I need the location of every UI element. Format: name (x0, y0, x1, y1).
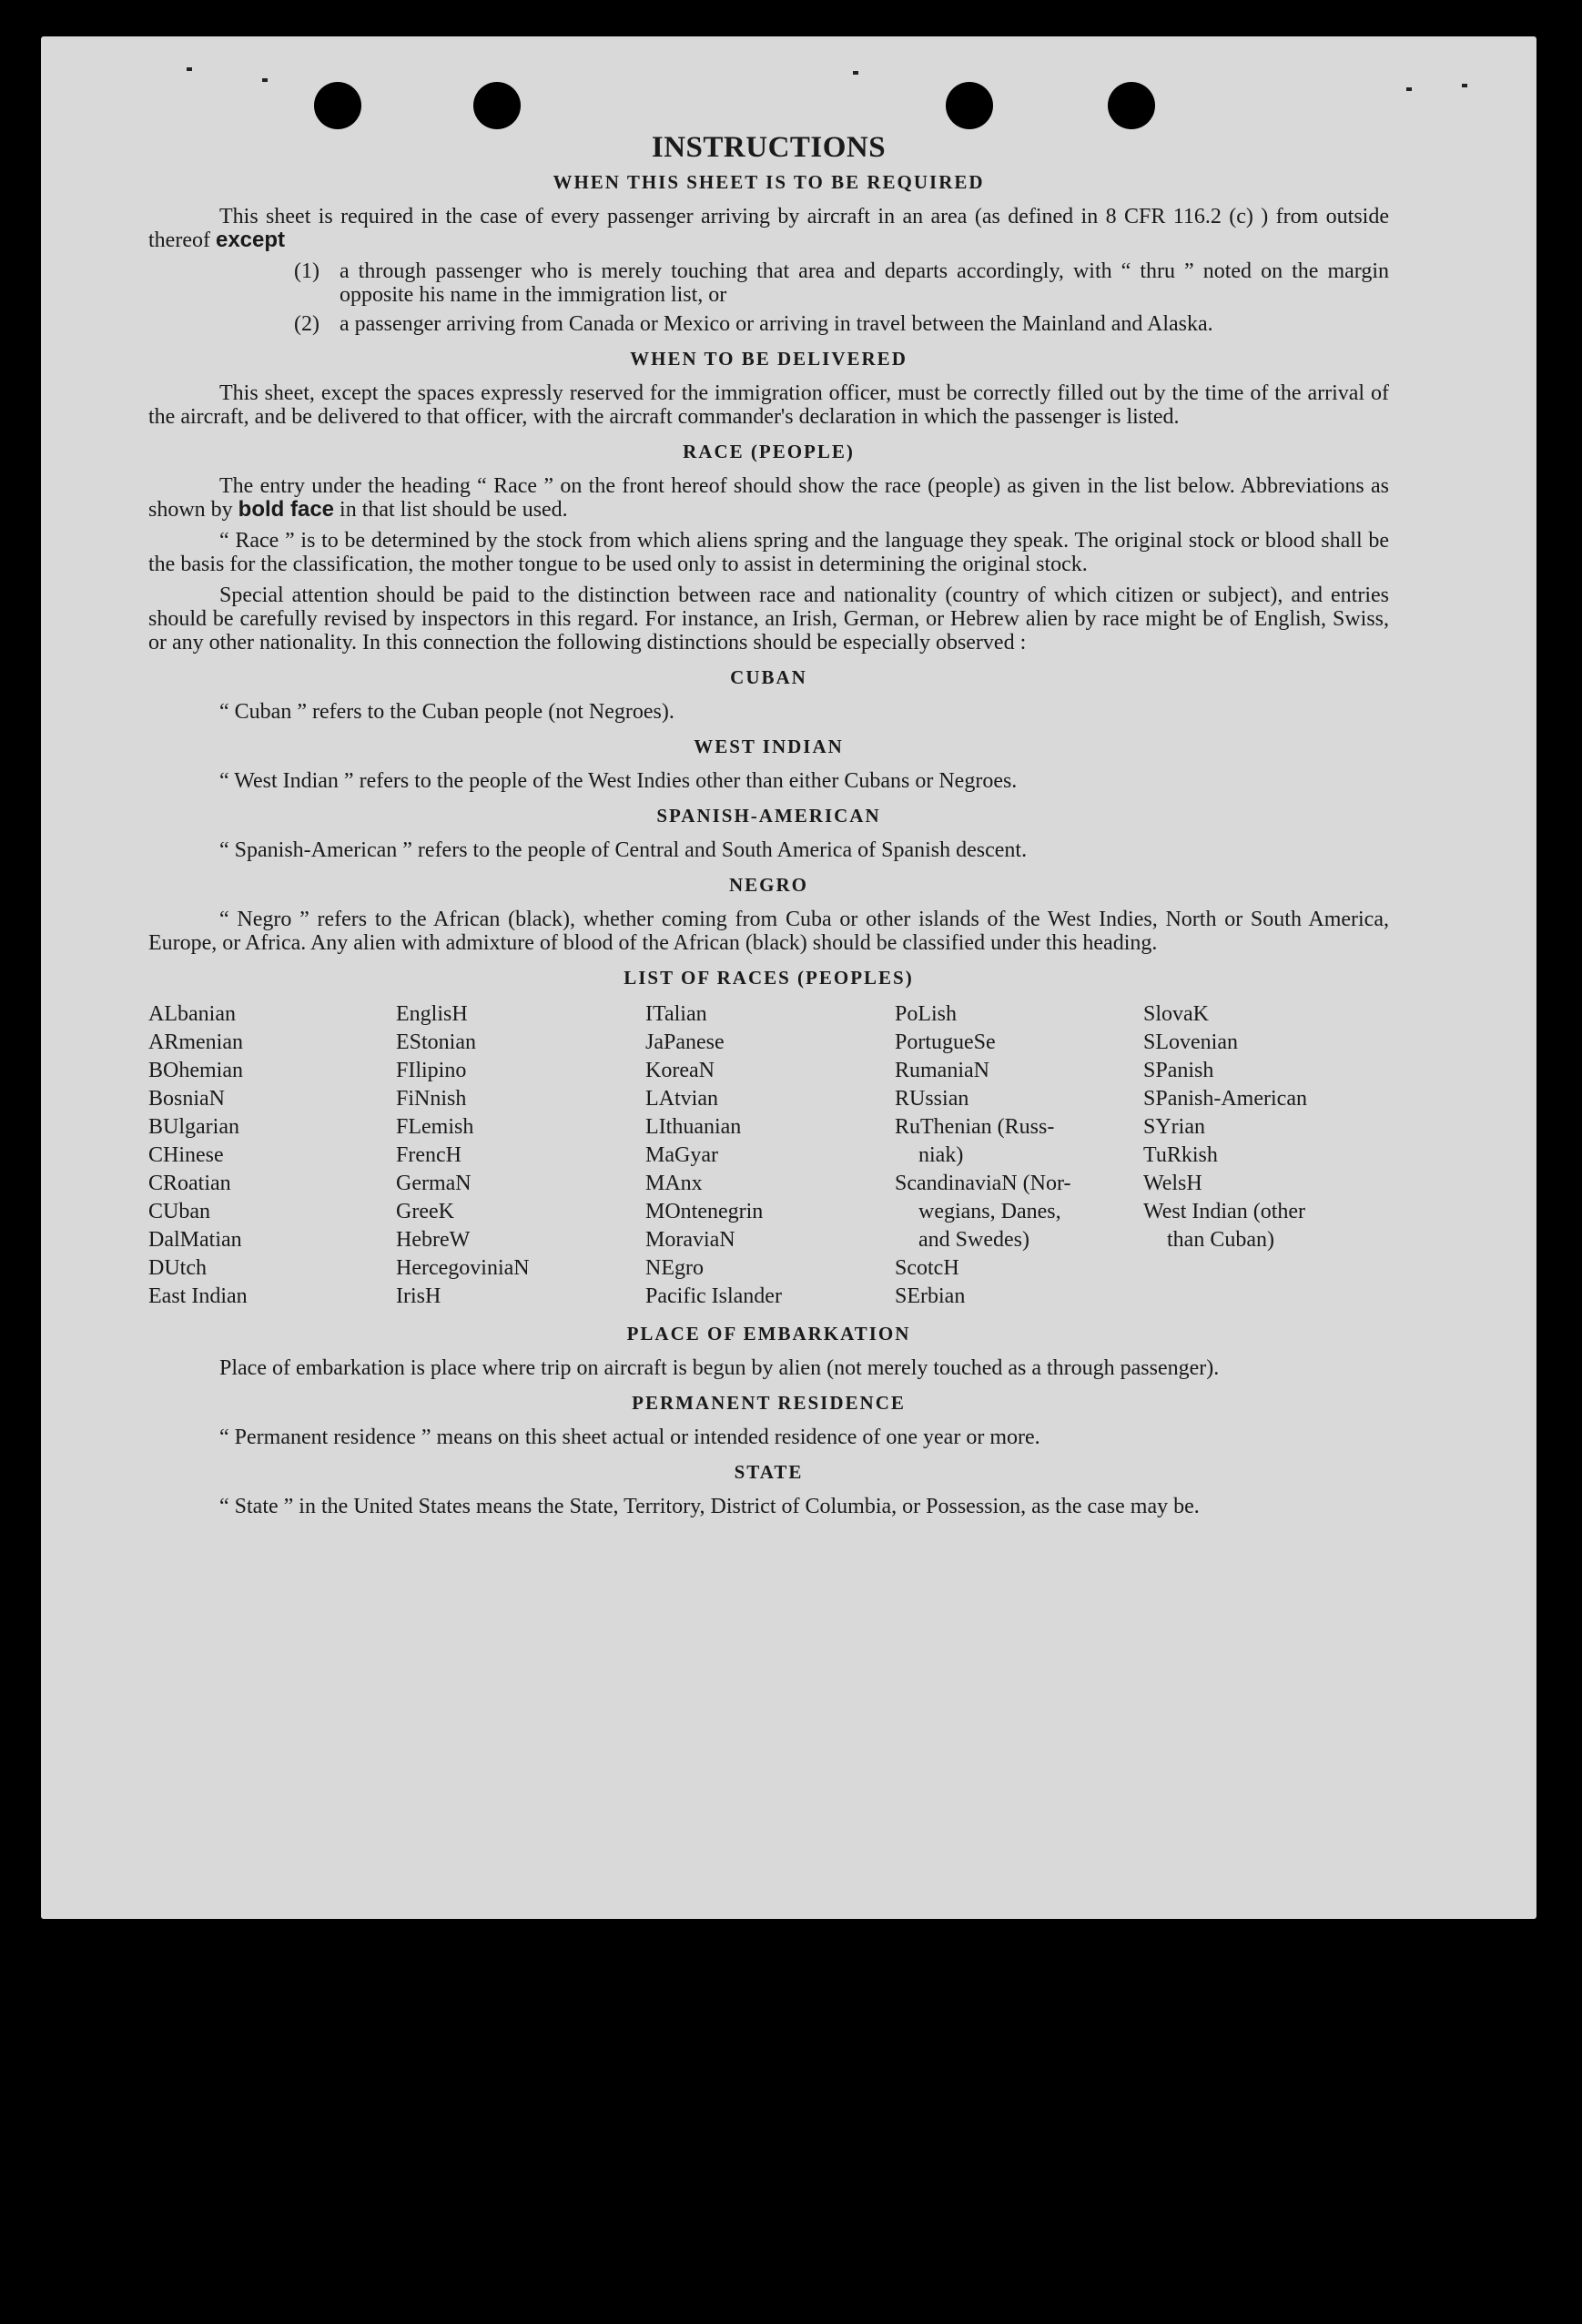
race-entry: KoreaN (645, 1059, 715, 1082)
race-entry-continued: than Cuban) (1167, 1228, 1274, 1252)
race-entry: WelsH (1143, 1172, 1202, 1195)
race-entry: RuThenian (Russ- (895, 1115, 1055, 1139)
race-entry: TuRkish (1143, 1143, 1218, 1167)
when-required-except: except (215, 228, 286, 252)
race-entry: NEgro (645, 1256, 704, 1280)
embarkation-text: Place of embarkation is place where trip on aircraft is begun by alien (not merely touched as a through passenger). (219, 1356, 1220, 1380)
race-entry: Pacific Islander (645, 1284, 782, 1308)
race-entry: HercegoviniaN (396, 1256, 530, 1280)
race-entry: CHinese (148, 1143, 224, 1167)
race-entry: BosniaN (148, 1087, 225, 1111)
race-list (148, 1000, 1389, 1311)
heading-state: STATE (734, 1461, 804, 1483)
race-entry: FrencH (396, 1143, 461, 1167)
exception-number: (2) (294, 312, 319, 336)
race-entry: SPanish-American (1143, 1087, 1307, 1111)
race-entry: West Indian (other (1143, 1200, 1306, 1223)
punch-hole (1108, 82, 1155, 129)
heading-when-delivered: WHEN TO BE DELIVERED (630, 348, 908, 370)
exception-text: a through passenger who is merely touching that area and departs accordingly, with “ thru ” noted on the margin opposite his name in the immigration list, or (340, 259, 1389, 307)
heading-embarkation: PLACE OF EMBARKATION (626, 1323, 911, 1345)
race-entry: PortugueSe (895, 1030, 996, 1054)
exception-item (294, 259, 1389, 307)
race-column (645, 1000, 895, 1311)
race-p1-bold: bold face (238, 497, 335, 522)
race-entry: PoLish (895, 1002, 958, 1026)
race-entry: JaPanese (645, 1030, 725, 1054)
heading-west-indian: WEST INDIAN (694, 736, 844, 757)
scan-speck (1406, 87, 1412, 91)
scan-speck (853, 71, 858, 75)
race-entry: DalMatian (148, 1228, 242, 1252)
race-entry: GermaN (396, 1172, 472, 1195)
race-entry: DUtch (148, 1256, 207, 1280)
race-entry: ScandinaviaN (Nor- (895, 1172, 1071, 1195)
race-entry-continued: niak) (918, 1143, 964, 1167)
state-text: “ State ” in the United States means the State, Territory, District of Columbia, or Possession, as the case may be. (219, 1495, 1200, 1518)
race-paragraph-3: Special attention should be paid to the distinction between race and nationality (country of which citizen or subject), and entries should be carefully revised by inspectors in this regard. For instance, an Irish, German, or Hebrew alien by race might be of English, Swiss, or any other nationality. In this connection the following distinctions should be especially observed : (148, 584, 1389, 655)
scan-speck (187, 67, 192, 71)
residence-text: “ Permanent residence ” means on this sheet actual or intended residence of one year or more. (219, 1426, 1040, 1449)
heading-permanent-residence: PERMANENT RESIDENCE (632, 1392, 906, 1414)
west-indian-text: “ West Indian ” refers to the people of the West Indies other than either Cubans or Negroes. (219, 769, 1018, 793)
race-entry: SlovaK (1143, 1002, 1209, 1026)
race-entry: RUssian (895, 1087, 969, 1111)
heading-negro: NEGRO (728, 874, 808, 896)
race-entry: ScotcH (895, 1256, 959, 1280)
race-entry: ALbanian (148, 1002, 236, 1026)
race-entry: FiNnish (396, 1087, 467, 1111)
race-entry: BOhemian (148, 1059, 243, 1082)
race-entry: SLovenian (1143, 1030, 1238, 1054)
exception-item (294, 312, 1389, 336)
heading-spanish-american: SPANISH-AMERICAN (656, 805, 881, 827)
cuban-text: “ Cuban ” refers to the Cuban people (not Negroes). (219, 700, 674, 724)
race-entry: GreeK (396, 1200, 454, 1223)
race-entry-continued: wegians, Danes, (918, 1200, 1061, 1223)
race-entry: MaGyar (645, 1143, 718, 1167)
race-entry: LIthuanian (645, 1115, 742, 1139)
negro-text: “ Negro ” refers to the African (black), whether coming from Cuba or other islands of the West Indies, North or South America, Europe, or Africa. Any alien with admixture of blood of the African (black) should be classified under this heading. (148, 908, 1389, 955)
race-entry: FIlipino (396, 1059, 467, 1082)
race-entry: ARmenian (148, 1030, 243, 1054)
race-p1-end: in that list should be used. (334, 498, 568, 522)
race-entry: FLemish (396, 1115, 474, 1139)
when-required-intro (148, 205, 1389, 252)
race-entry: SPanish (1143, 1059, 1214, 1082)
race-column (1143, 1000, 1389, 1311)
race-entry: BUlgarian (148, 1115, 239, 1139)
race-column (895, 1000, 1143, 1311)
page-title: INSTRUCTIONS (651, 131, 887, 164)
race-entry: EStonian (396, 1030, 476, 1054)
exception-number: (1) (294, 259, 319, 283)
instructions-content (148, 132, 1389, 1526)
scan-speck (262, 78, 268, 82)
race-entry: RumaniaN (895, 1059, 989, 1082)
race-entry: MOntenegrin (645, 1200, 764, 1223)
race-entry-continued: and Swedes) (918, 1228, 1029, 1252)
spanish-american-text: “ Spanish-American ” refers to the people of Central and South America of Spanish descent. (219, 838, 1028, 862)
race-entry: IrisH (396, 1284, 441, 1308)
race-entry: SYrian (1143, 1115, 1205, 1139)
exception-text: a passenger arriving from Canada or Mexico or arriving in travel between the Mainland and Alaska. (340, 312, 1213, 336)
punch-hole (946, 82, 993, 129)
race-entry: MoraviaN (645, 1228, 735, 1252)
race-entry: East Indian (148, 1284, 248, 1308)
race-entry: HebreW (396, 1228, 471, 1252)
heading-cuban: CUBAN (730, 666, 807, 688)
heading-when-required: WHEN THIS SHEET IS TO BE REQUIRED (553, 171, 985, 193)
when-required-intro-text: This sheet is required in the case of every passenger arriving by aircraft in an area (as defined in 8 CFR 116.2 (c) ) from outside thereof (148, 205, 1389, 252)
punch-hole (473, 82, 521, 129)
race-paragraph-2: “ Race ” is to be determined by the stock from which aliens spring and the language they speak. The original stock or blood shall be the basis for the classification, the mother tongue to be used only to assist in determining the original stock. (148, 529, 1389, 576)
heading-list-of-races: LIST OF RACES (PEOPLES) (624, 967, 914, 989)
race-p1-start: The entry under the heading “ Race ” on the front hereof should show the race (people) as given in the list below. Abbreviations as shown by (148, 474, 1389, 522)
race-entry: MAnx (645, 1172, 703, 1195)
race-entry: LAtvian (645, 1087, 718, 1111)
heading-race: RACE (PEOPLE) (683, 441, 855, 462)
race-entry: CRoatian (148, 1172, 231, 1195)
race-entry: SErbian (895, 1284, 966, 1308)
race-entry: CUban (148, 1200, 210, 1223)
when-delivered-text: This sheet, except the spaces expressly reserved for the immigration officer, must be correctly filled out by the time of the arrival of the aircraft, and be delivered to that officer, with the aircraft commander's declaration in which the passenger is listed. (148, 381, 1389, 429)
race-column (148, 1000, 396, 1311)
race-paragraph-1 (148, 474, 1389, 522)
race-column (396, 1000, 645, 1311)
punch-hole (314, 82, 361, 129)
scan-speck (1462, 84, 1467, 87)
race-entry: ITalian (645, 1002, 707, 1026)
race-entry: EnglisH (396, 1002, 468, 1026)
